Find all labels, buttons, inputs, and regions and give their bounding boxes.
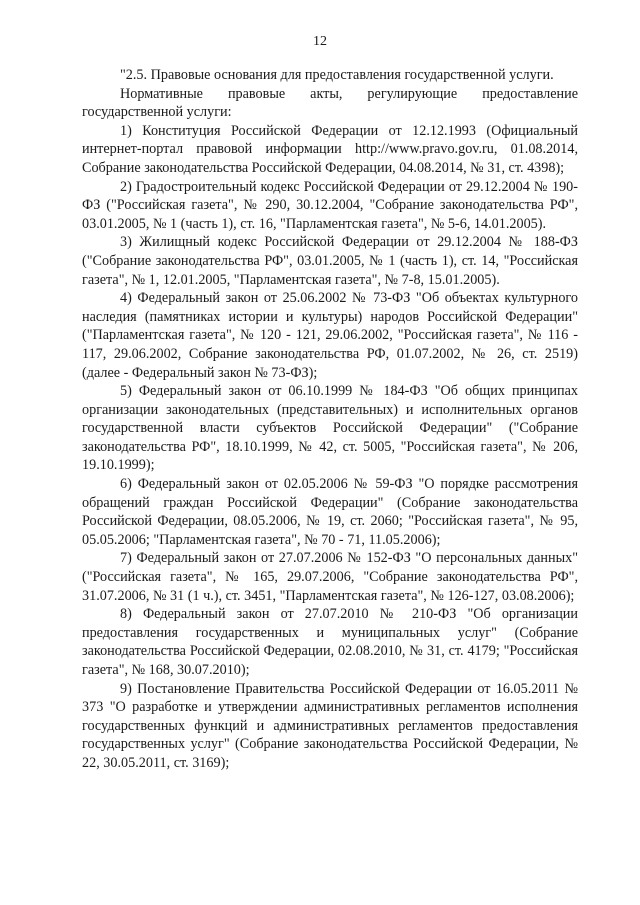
list-item-5: 5) Федеральный закон от 06.10.1999 № 184-ФЗ "Об общих принципах организации законодательных (представительных) и исполнительных органов государственной власти субъектов Российской Федерации" ("Собрание законодательства РФ", 18.10.1999, № 42, ст. 5005, "Российская газета", № 206, 19.10.1999); — [82, 383, 578, 474]
list-item-9: 9) Постановление Правительства Российской Федерации от 16.05.2011 № 373 "О разработке и утверждении административных регламентов исполнения государственных функций и административных регламентов предоставления государственных услуг" (Собрание законодательства Российской Федерации, № 22, 30.05.2011, ст. 3169); — [82, 680, 578, 771]
list-item-3: 3) Жилищный кодекс Российской Федерации от 29.12.2004 № 188-ФЗ ("Собрание законодательства РФ", 03.01.2005, № 1 (часть 1), ст. 14, "Российская газета", № 1, 12.01.2005, "Парламентская газета", № 7-8, 15.01.2005). — [82, 234, 578, 288]
document-body — [82, 66, 578, 773]
list-item-4: 4) Федеральный закон от 25.06.2002 № 73-ФЗ "Об объектах культурного наследия (памятниках истории и культуры) народов Российской Федерации" ("Парламентская газета", № 120 - 121, 29.06.2002, "Российская газета", № 116 - 117, 29.06.2002, Собрание законодательства РФ, 01.07.2002, № 26, ст. 2519) (далее - Федеральный закон № 73-ФЗ); — [82, 290, 578, 381]
list-item-2: 2) Градостроительный кодекс Российской Федерации от 29.12.2004 № 190-ФЗ ("Российская газета", № 290, 30.12.2004, "Собрание законодательства РФ", 03.01.2005, № 1 (часть 1), ст. 16, "Парламентская газета", № 5-6, 14.01.2005). — [82, 178, 578, 232]
list-item-7: 7) Федеральный закон от 27.07.2006 № 152-ФЗ "О персональных данных" ("Российская газета", № 165, 29.07.2006, "Собрание законодательства РФ", 31.07.2006, № 31 (1 ч.), ст. 3451, "Парламентская газета", № 126-127, 03.08.2006); — [82, 550, 578, 604]
page-number: 12 — [313, 34, 327, 49]
intro-paragraph: Нормативные правовые акты, регулирующие предоставление государственной услуги: — [82, 85, 578, 121]
section-title: "2.5. Правовые основания для предоставления государственной услуги. — [120, 67, 554, 83]
list-item-1: 1) Конституция Российской Федерации от 12.12.1993 (Официальный интернет-портал правовой информации http://www.pravo.gov.ru, 01.08.2014, Собрание законодательства Российской Федерации, 04.08.2014, № 31, ст. 4398); — [82, 122, 578, 176]
list-item-6: 6) Федеральный закон от 02.05.2006 № 59-ФЗ "О порядке рассмотрения обращений граждан Российской Федерации" (Собрание законодательства Российской Федерации, 08.05.2006, № 19, ст. 2060; "Российская газета", № 95, 05.05.2006; "Парламентская газета", № 70 - 71, 11.05.2006); — [82, 476, 578, 548]
list-item-8: 8) Федеральный закон от 27.07.2010 № 210-ФЗ "Об организации предоставления государственных и муниципальных услуг" (Собрание законодательства Российской Федерации, 02.08.2010, № 31, ст. 4179; "Российская газета", № 168, 30.07.2010); — [82, 606, 578, 678]
